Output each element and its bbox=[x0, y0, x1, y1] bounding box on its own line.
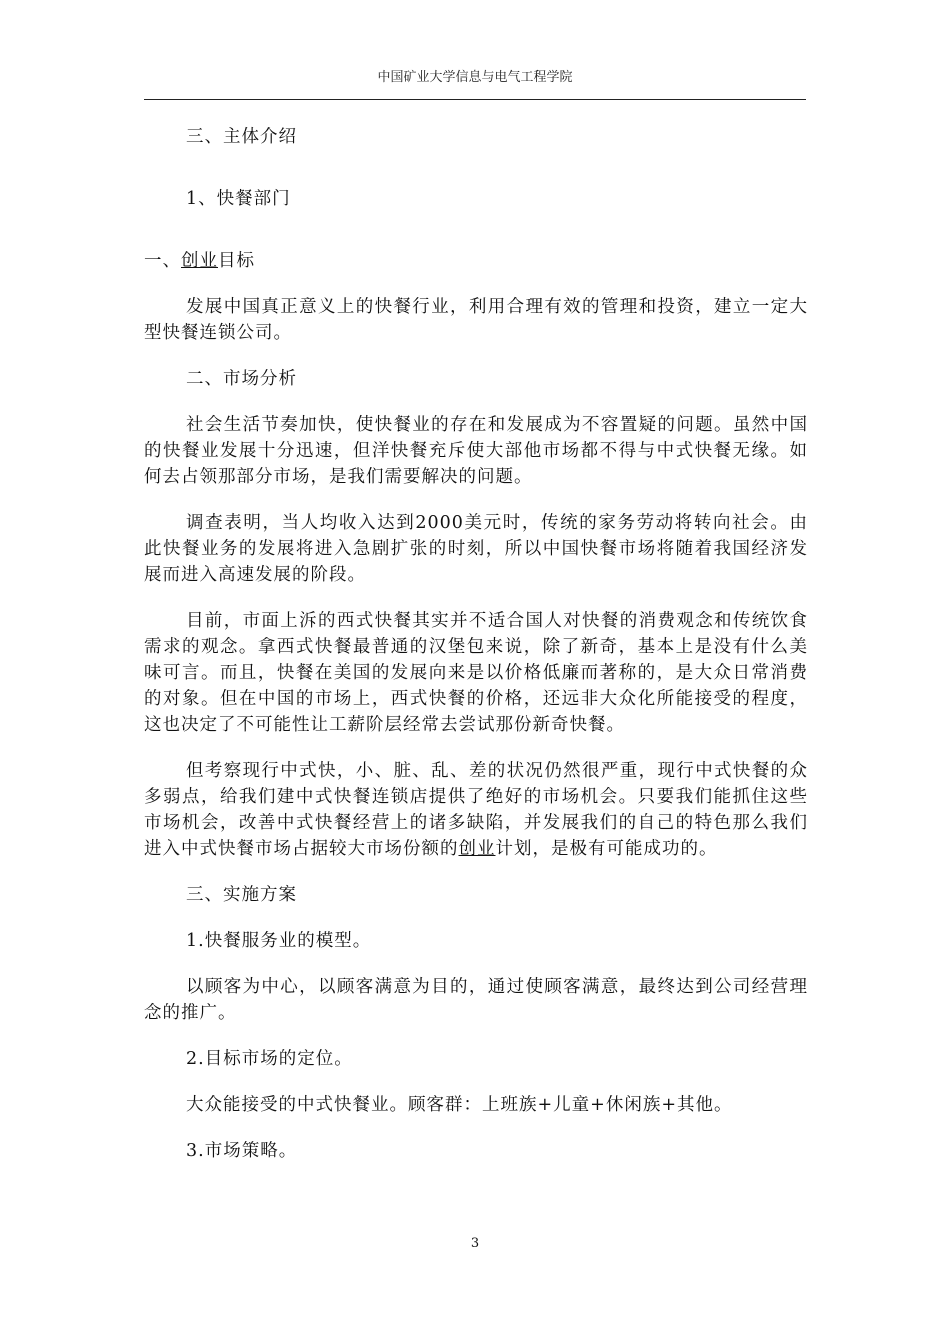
goal-heading-suffix: 目标 bbox=[218, 251, 255, 271]
document-body bbox=[144, 124, 808, 1164]
page-header: 中国矿业大学信息与电气工程学院 bbox=[377, 70, 573, 85]
intro-heading: 三、主体介绍 bbox=[186, 127, 297, 147]
market-paragraph-4-text-b: 计划，是极有可能成功的。 bbox=[495, 839, 718, 859]
market-heading: 二、市场分析 bbox=[186, 369, 297, 389]
dept-heading: 1、快餐部门 bbox=[186, 189, 291, 209]
goal-heading-prefix: 一、 bbox=[144, 251, 181, 271]
plan-heading: 三、实施方案 bbox=[186, 885, 297, 905]
market-paragraph-4 bbox=[144, 758, 808, 862]
market-paragraph-4-link[interactable]: 创业 bbox=[458, 839, 496, 859]
market-paragraph-1: 社会生活节奏加快，使快餐业的存在和发展成为不容置疑的问题。虽然中国的快餐业发展十分迅速，但洋快餐充斥使大部他市场都不得与中式快餐无缘。如何去占领那部分市场，是我们需要解决的问题。 bbox=[144, 415, 808, 487]
market-paragraph-4-text-a: 但考察现行中式快，小、脏、乱、差的状况仍然很严重，现行中式快餐的众多弱点，给我们建中式快餐连锁店提供了绝好的市场机会。只要我们能抓住这些市场机会，改善中式快餐经营上的诸多缺陷，并发展我们的自己的特色那么我们进入中式快餐市场占据较大市场份额的 bbox=[144, 761, 808, 859]
goal-heading-link[interactable]: 创业 bbox=[181, 251, 218, 271]
plan-2-text: 大众能接受的中式快餐业。顾客群：上班族+儿童+休闲族+其他。 bbox=[186, 1095, 733, 1115]
header-rule bbox=[144, 99, 806, 100]
plan-2-heading: 2.目标市场的定位。 bbox=[186, 1049, 353, 1069]
goal-text: 发展中国真正意义上的快餐行业，利用合理有效的管理和投资，建立一定大型快餐连锁公司。 bbox=[144, 297, 808, 343]
goal-heading bbox=[144, 248, 808, 274]
plan-3-heading: 3.市场策略。 bbox=[186, 1141, 298, 1161]
market-paragraph-2: 调查表明，当人均收入达到2000美元时，传统的家务劳动将转向社会。由此快餐业务的发展将进入急剧扩张的时刻，所以中国快餐市场将随着我国经济发展而进入高速发展的阶段。 bbox=[144, 513, 808, 585]
plan-1-heading: 1.快餐服务业的模型。 bbox=[186, 931, 372, 951]
page-number: 3 bbox=[470, 1236, 480, 1251]
market-paragraph-3: 目前，市面上泝的西式快餐其实并不适合国人对快餐的消费观念和传统饮食需求的观念。拿西式快餐最普通的汉堡包来说，除了新奇，基本上是没有什么美味可言。而且，快餐在美国的发展向来是以价格低廉而著称的，是大众日常消费的对象。但在中国的市场上，西式快餐的价格，还远非大众化所能接受的程度，这也决定了不可能性让工薪阶层经常去尝试那份新奇快餐。 bbox=[144, 611, 808, 735]
plan-1-text: 以顾客为中心，以顾客满意为目的，通过使顾客满意，最终达到公司经营理念的推广。 bbox=[144, 977, 808, 1023]
